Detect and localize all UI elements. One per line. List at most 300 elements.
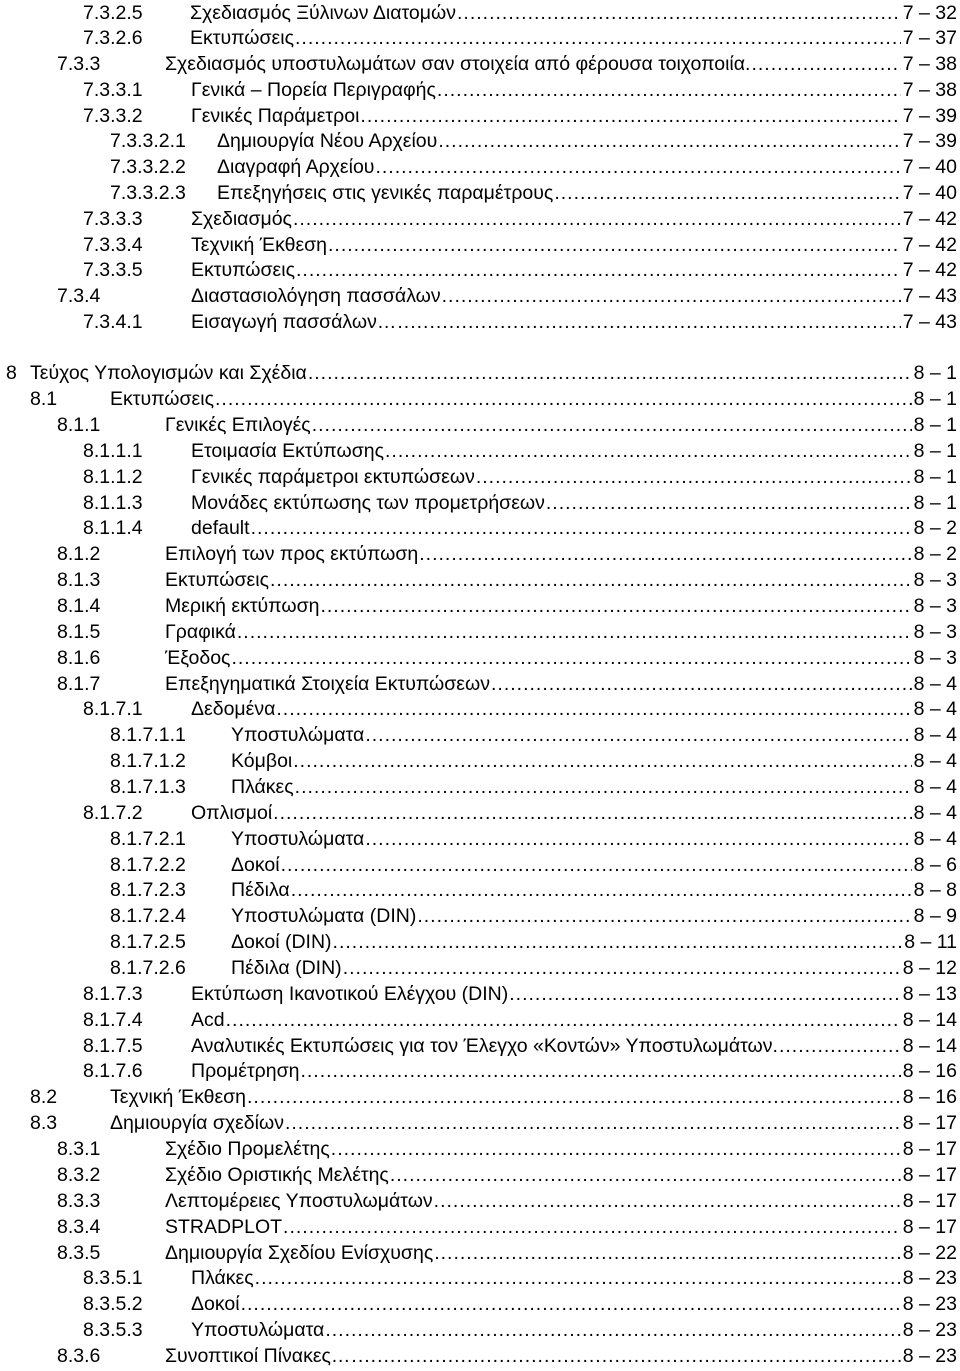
toc-entry[interactable] [0,1033,960,1059]
toc-entry-number: 8.1.7.2.2 [110,854,186,876]
toc-entry[interactable] [0,283,960,309]
toc-entry-title: Πλάκες [231,776,294,798]
toc-dot-leader [270,567,912,593]
toc-entry-page: 8 – 4 [913,698,957,720]
toc-entry[interactable] [0,1291,960,1317]
toc-entry-number: 8.1.7.5 [83,1035,143,1057]
toc-entry[interactable] [0,1214,960,1240]
toc-entry-number: 8.3.3 [57,1190,101,1212]
toc-entry-line [165,412,957,438]
toc-dot-leader [751,51,900,77]
toc-entry[interactable] [0,180,960,206]
toc-entry-title: Κόμβοι [231,750,293,772]
toc-entry[interactable] [0,51,960,77]
toc-entry[interactable] [0,852,960,878]
toc-entry-title: Διαγραφή Αρχείου [217,156,375,178]
toc-entry-title: Εισαγωγή πασσάλων… [191,311,397,333]
toc-entry-page: 7 – 40 [902,156,957,178]
toc-entry-page: 8 – 1 [913,388,957,410]
toc-entry[interactable] [0,696,960,722]
toc-entry-number: 8.1.2 [57,543,101,565]
toc-entry-title: Τεχνική Έκθεση [110,1086,247,1108]
toc-entry-page: 8 – 4 [913,724,957,746]
toc-entry-number: 8.3.4 [57,1216,101,1238]
toc-entry-number: 7.3.3 [57,53,101,75]
toc-entry[interactable] [0,360,960,386]
toc-entry-line [165,541,957,567]
toc-entry-number: 7.3.4 [57,285,101,307]
toc-entry-page: 8 – 16 [902,1060,957,1082]
toc-dot-leader [293,748,911,774]
toc-entry-line [191,283,957,309]
toc-dot-leader [308,360,912,386]
toc-dot-leader [491,671,912,697]
toc-entry-number: 8.1.7.2.5 [110,931,186,953]
toc-entry-number: 8.3.5 [57,1242,101,1264]
toc-entry[interactable] [0,929,960,955]
toc-dot-leader [283,1214,901,1240]
toc-entry-page: 8 – 2 [913,517,957,539]
toc-entry-line [191,309,957,335]
toc-entry-number: 8.1.7.4 [83,1009,143,1031]
toc-entry-line [231,722,957,748]
toc-entry-title: Γενικές Επιλογές [165,414,311,436]
toc-entry-number: 7.3.3.2 [83,105,143,127]
toc-entry-number: 8.1.7.1.2 [110,750,186,772]
toc-entry-page: 8 – 17 [902,1190,957,1212]
toc-entry-title: Έξοδος [165,647,231,669]
toc-entry-page: 7 – 43 [902,285,957,307]
toc-entry[interactable] [0,800,960,826]
toc-entry[interactable] [0,1317,960,1343]
toc-entry-line [165,1343,957,1369]
toc-entry-number: 8.1.7.2 [83,802,143,824]
toc-entry-page: 8 – 9 [913,905,957,927]
toc-entry-number: 8.1.1.4 [83,517,143,539]
toc-entry-page: 8 – 6 [913,854,957,876]
toc-entry-page: 7 – 42 [902,234,957,256]
toc-dot-leader [281,852,912,878]
toc-entry-line [231,826,957,852]
toc-entry-title: Υποστυλώματα [231,724,365,746]
toc-entry-title: Γενικές παράμετροι εκτυπώσεων [191,466,475,488]
toc-entry[interactable] [0,206,960,232]
toc-entry-page: 7 – 38 [902,53,957,75]
toc-dot-leader [331,1136,901,1162]
toc-entry-title: Δεδομένα [191,698,276,720]
toc-dot-leader [351,1343,900,1369]
toc-entry-number: 8.1.7.1 [83,698,143,720]
toc-entry-page: 8 – 23 [902,1345,957,1367]
toc-entry-page: 7 – 38 [902,79,957,101]
toc-entry-page: 8 – 23 [902,1319,957,1341]
toc-entry-line [191,1265,957,1291]
toc-entry-title: Εκτυπώσεις [110,388,214,410]
toc-dot-leader [215,386,912,412]
toc-entry-title: default [191,517,250,539]
toc-entry-line [217,154,957,180]
toc-entry[interactable] [0,981,960,1007]
toc-entry-page: 8 – 4 [913,776,957,798]
toc-entry[interactable] [0,1265,960,1291]
toc-dot-leader [312,412,912,438]
toc-entry-line [191,981,957,1007]
toc-entry-number: 8.1.1.1 [83,440,143,462]
toc-entry-page: 8 – 17 [902,1164,957,1186]
toc-entry[interactable] [0,748,960,774]
toc-entry-page: 8 – 16 [902,1086,957,1108]
toc-entry-page: 8 – 17 [902,1216,957,1238]
toc-entry[interactable] [0,593,960,619]
toc-entry[interactable] [0,232,960,258]
toc-entry[interactable] [0,1240,960,1266]
toc-dot-leader [779,1033,901,1059]
toc-entry-title: Σχέδιο Οριστικής Μελέτης [165,1164,389,1186]
toc-entry-title: Υποστυλώματα (DIN) [231,905,417,927]
toc-entry-line [110,1110,957,1136]
toc-entry-title: Δημιουργία Νέου Αρχείου [217,130,438,152]
toc-entry-number: 8.3.1 [57,1138,101,1160]
toc-entry-title: Επιλογή των προς εκτύπωση [165,543,419,565]
toc-dot-leader [375,154,900,180]
toc-entry[interactable] [0,103,960,129]
toc-entry-page: 8 – 3 [913,595,957,617]
toc-entry-line [191,232,957,258]
toc-entry-title: Εκτύπωση Ικανοτικού Ελέγχου (DIN) [191,983,509,1005]
toc-entry[interactable] [0,1136,960,1162]
toc-entry-line [231,903,957,929]
toc-entry-line [190,0,957,26]
toc-entry-line [231,852,957,878]
toc-entry[interactable] [0,1084,960,1110]
toc-entry-number: 8.2 [30,1086,58,1108]
toc-entry[interactable] [0,128,960,154]
toc-entry-line [231,929,957,955]
toc-dot-leader [247,1084,901,1110]
toc-entry[interactable] [0,386,960,412]
toc-dot-leader [476,464,912,490]
toc-entry[interactable] [0,722,960,748]
toc-dot-leader [255,1265,901,1291]
toc-entry-title: Εκτυπώσεις [190,27,294,49]
toc-entry[interactable] [0,25,960,51]
toc-entry-page: 7 – 32 [902,2,957,24]
toc-dot-leader [237,619,912,645]
toc-entry[interactable] [0,1162,960,1188]
toc-entry-page: 7 – 37 [902,27,957,49]
toc-entry-title: Δοκοί [231,854,280,876]
toc-entry-number: 8.1.7.1.1 [110,724,186,746]
toc-entry-number: 8.1.1.3 [83,492,143,514]
toc-entry-line [231,748,957,774]
toc-entry[interactable] [0,826,960,852]
toc-entry-page: 8 – 4 [913,828,957,850]
toc-entry[interactable] [0,903,960,929]
toc-entry-page: 8 – 17 [902,1138,957,1160]
toc-entry-page: 7 – 39 [902,105,957,127]
toc-entry-line [191,515,957,541]
toc-dot-leader [438,128,900,154]
toc-entry-line [217,128,957,154]
toc-entry-number: 7.3.2.5 [83,2,143,24]
toc-entry-title: Acd [191,1009,225,1031]
toc-entry-number: 8.1.7.2.1 [110,828,186,850]
toc-entry-title: Τεύχος Υπολογισμών και Σχέδια [30,362,307,384]
toc-entry-page: 8 – 3 [913,621,957,643]
toc-entry[interactable] [0,1188,960,1214]
toc-dot-leader [546,490,912,516]
toc-entry-title: Σχεδιασμός [191,208,292,230]
toc-dot-leader [293,206,901,232]
toc-entry[interactable] [0,438,960,464]
toc-dot-leader [397,309,900,335]
toc-entry-number: 7.3.3.2.3 [110,182,186,204]
toc-entry-page: 8 – 2 [913,543,957,565]
toc-dot-leader [320,593,911,619]
toc-entry-line [191,103,957,129]
toc-entry-number: 7.3.3.3 [83,208,143,230]
toc-entry-line [191,1058,957,1084]
toc-entry-title: Εκτυπώσεις [165,569,269,591]
toc-dot-leader [295,774,912,800]
toc-entry-title: Ετοιμασία Εκτύπωσης [191,440,384,462]
toc-entry-title: Δοκοί [191,1293,240,1315]
toc-entry-number: 7.3.4.1 [83,311,143,333]
toc-entry-number: 7.3.3.4 [83,234,143,256]
toc-entry-page: 8 – 4 [913,750,957,772]
toc-entry-page: 8 – 1 [913,440,957,462]
toc-entry[interactable] [0,464,960,490]
toc-entry[interactable] [0,515,960,541]
toc-dot-leader [385,438,912,464]
toc-entry-title: Μονάδες εκτύπωσης των προμετρήσεων [191,492,545,514]
toc-dot-leader [325,1317,900,1343]
toc-entry-title: Γενικές Παράμετροι [191,105,360,127]
toc-dot-leader [241,1291,901,1317]
toc-dot-leader [509,981,901,1007]
toc-entry[interactable] [0,0,960,26]
toc-entry-line [165,1162,957,1188]
toc-entry[interactable] [0,490,960,516]
toc-entry-title: Υποστυλώματα [231,828,365,850]
toc-entry-number: 8.1.3 [57,569,101,591]
toc-entry-title: Προμέτρηση [191,1060,300,1082]
toc-entry-page: 8 – 13 [902,983,957,1005]
toc-dot-leader [296,257,901,283]
toc-entry-title: Λεπτομέρειες Υποστυλωμάτων [165,1190,433,1212]
toc-dot-leader [328,232,901,258]
toc-dot-leader [333,929,903,955]
toc-dot-leader [390,1162,901,1188]
toc-entry-page: 8 – 12 [902,957,957,979]
toc-entry-line [165,1240,957,1266]
toc-entry-page: 7 – 39 [902,130,957,152]
toc-entry-page: 8 – 22 [902,1242,957,1264]
toc-dot-leader [457,0,901,26]
toc-entry-number: 8.1.1.2 [83,466,143,488]
toc-entry-line [191,1007,957,1033]
toc-dot-leader [365,826,911,852]
toc-dot-leader [419,541,911,567]
toc-dot-leader [231,645,911,671]
toc-entry-page: 8 – 1 [913,414,957,436]
toc-entry-number: 8.1.4 [57,595,101,617]
toc-entry[interactable] [0,154,960,180]
toc-dot-leader [365,722,911,748]
toc-entry-page: 8 – 1 [913,466,957,488]
toc-entry-title: Τεχνική Έκθεση [191,234,328,256]
toc-entry[interactable] [0,567,960,593]
toc-entry-line [191,490,957,516]
toc-entry-number: 8.1.5 [57,621,101,643]
toc-dot-leader [417,903,911,929]
toc-entry-number: 7.3.3.2.2 [110,156,186,178]
toc-entry[interactable] [0,774,960,800]
toc-dot-leader [343,955,901,981]
toc-entry-title: Γραφικά [165,621,236,643]
toc-entry-line [165,645,957,671]
toc-entry[interactable] [0,309,960,335]
toc-entry-title: Υποστυλώματα [191,1319,325,1341]
toc-entry-page: 8 – 11 [904,931,957,953]
toc-entry-page: 7 – 40 [902,182,957,204]
toc-entry[interactable] [0,619,960,645]
toc-entry-line [191,77,957,103]
toc-entry-line [30,360,957,386]
toc-entry-line [165,1214,957,1240]
toc-entry-line [165,1136,957,1162]
toc-entry-line [191,464,957,490]
toc-entry-title: Σχεδιασμός Ξύλινων Διατομών [190,2,456,24]
toc-entry-line [191,1033,957,1059]
toc-entry-title: Επεξηγηματικά Στοιχεία Εκτυπώσεων [165,673,490,695]
toc-entry-title: Συνοπτικοί Πίνακες… [165,1345,351,1367]
toc-entry-number: 7.3.3.2.1 [110,130,186,152]
toc-entry-page: 7 – 42 [902,259,957,281]
toc-entry[interactable] [0,645,960,671]
toc-entry-title: STRADPLOT [165,1216,283,1238]
toc-entry[interactable] [0,541,960,567]
toc-entry-number: 8.1 [30,388,58,410]
toc-entry-title: Σχεδιασμός υποστυλωμάτων σαν στοιχεία από φέρουσα τοιχοποιία. [165,53,751,75]
toc-entry-line [217,180,957,206]
toc-entry-title: Δημιουργία σχεδίων [110,1112,284,1134]
toc-dot-leader [295,25,901,51]
toc-entry-title: Δημιουργία Σχεδίου Ενίσχυσης [165,1242,434,1264]
toc-entry-title: Γενικά – Πορεία Περιγραφής [191,79,436,101]
toc-entry[interactable] [0,257,960,283]
toc-entry-page: 8 – 4 [913,673,957,695]
toc-dot-leader [434,1188,901,1214]
toc-entry-number: 8.1.6 [57,647,101,669]
toc-entry-number: 7.3.2.6 [83,27,143,49]
toc-entry-number: 8.1.7.2.6 [110,957,186,979]
toc-entry-title: Δοκοί (DIN) [231,931,332,953]
toc-entry-title: Επεξηγήσεις στις γενικές παραμέτρους [217,182,554,204]
toc-entry-line [191,1291,957,1317]
toc-entry-number: 8.1.7.2.4 [110,905,186,927]
toc-entry-line [231,955,957,981]
toc-entry-page: 8 – 23 [902,1267,957,1289]
toc-entry-title: Πλάκες [191,1267,254,1289]
toc-entry-line [165,619,957,645]
toc-entry-title: Πέδιλα [231,879,290,901]
toc-entry-line [165,1188,957,1214]
toc-entry-page: 8 – 3 [913,647,957,669]
toc-entry-page: 8 – 8 [913,879,957,901]
toc-entry-page: 7 – 43 [902,311,957,333]
toc-entry-number: 8 [6,362,17,384]
toc-entry-number: 8.1.7.2.3 [110,879,186,901]
toc-entry-page: 8 – 17 [902,1112,957,1134]
toc-dot-leader [291,877,912,903]
toc-entry-number: 8.1.7.1.3 [110,776,186,798]
toc-entry-line [231,774,957,800]
toc-entry[interactable] [0,1110,960,1136]
toc-dot-leader [276,696,911,722]
toc-entry-line [191,438,957,464]
toc-entry-page: 8 – 1 [913,362,957,384]
toc-dot-leader [442,283,901,309]
toc-entry-line [191,1317,957,1343]
toc-entry-number: 8.3.5.1 [83,1267,143,1289]
toc-entry[interactable] [0,1007,960,1033]
toc-entry-number: 8.1.7.6 [83,1060,143,1082]
toc-entry-line [191,800,957,826]
toc-dot-leader [360,103,900,129]
toc-entry-page: 8 – 23 [902,1293,957,1315]
toc-entry[interactable] [0,1058,960,1084]
toc-entry-title: Μερική εκτύπωση [165,595,320,617]
toc-entry[interactable] [0,877,960,903]
toc-dot-leader [273,800,911,826]
toc-entry[interactable] [0,412,960,438]
toc-entry-page: 8 – 14 [902,1035,957,1057]
toc-entry[interactable] [0,1343,960,1369]
toc-entry-line [165,671,957,697]
toc-entry-page: 8 – 3 [913,569,957,591]
toc-entry-title: Σχέδιο Προμελέτης [165,1138,330,1160]
toc-dot-leader [434,1240,901,1266]
toc-entry-number: 7.3.3.5 [83,259,143,281]
toc-entry-line [191,206,957,232]
toc-entry-page: 8 – 14 [902,1009,957,1031]
toc-entry-number: 8.3.5.3 [83,1319,143,1341]
toc-entry-title: Εκτυπώσεις [191,259,295,281]
toc-entry-page: 8 – 4 [913,802,957,824]
toc-entry-number: 8.3 [30,1112,58,1134]
toc-entry[interactable] [0,671,960,697]
toc-dot-leader [226,1007,901,1033]
toc-entry-page: 8 – 1 [913,492,957,514]
toc-entry-line [191,257,957,283]
toc-dot-leader [554,180,900,206]
toc-entry-number: 8.3.6 [57,1345,101,1367]
toc-entry-line [191,696,957,722]
toc-dot-leader [251,515,912,541]
toc-entry-number: 8.1.1 [57,414,101,436]
toc-dot-leader [300,1058,900,1084]
toc-entry-number: 8.1.7.3 [83,983,143,1005]
toc-entry-line [110,386,957,412]
toc-entry-title: Αναλυτικές Εκτυπώσεις για τον Έλεγχο «Κοντών» Υποστυλωμάτων. [191,1035,778,1057]
toc-entry[interactable] [0,77,960,103]
toc-entry-page: 7 – 42 [902,208,957,230]
toc-dot-leader [437,77,901,103]
toc-entry-title: Διαστασιολόγηση πασσάλων [191,285,441,307]
toc-entry-line [110,1084,957,1110]
toc-entry[interactable] [0,955,960,981]
